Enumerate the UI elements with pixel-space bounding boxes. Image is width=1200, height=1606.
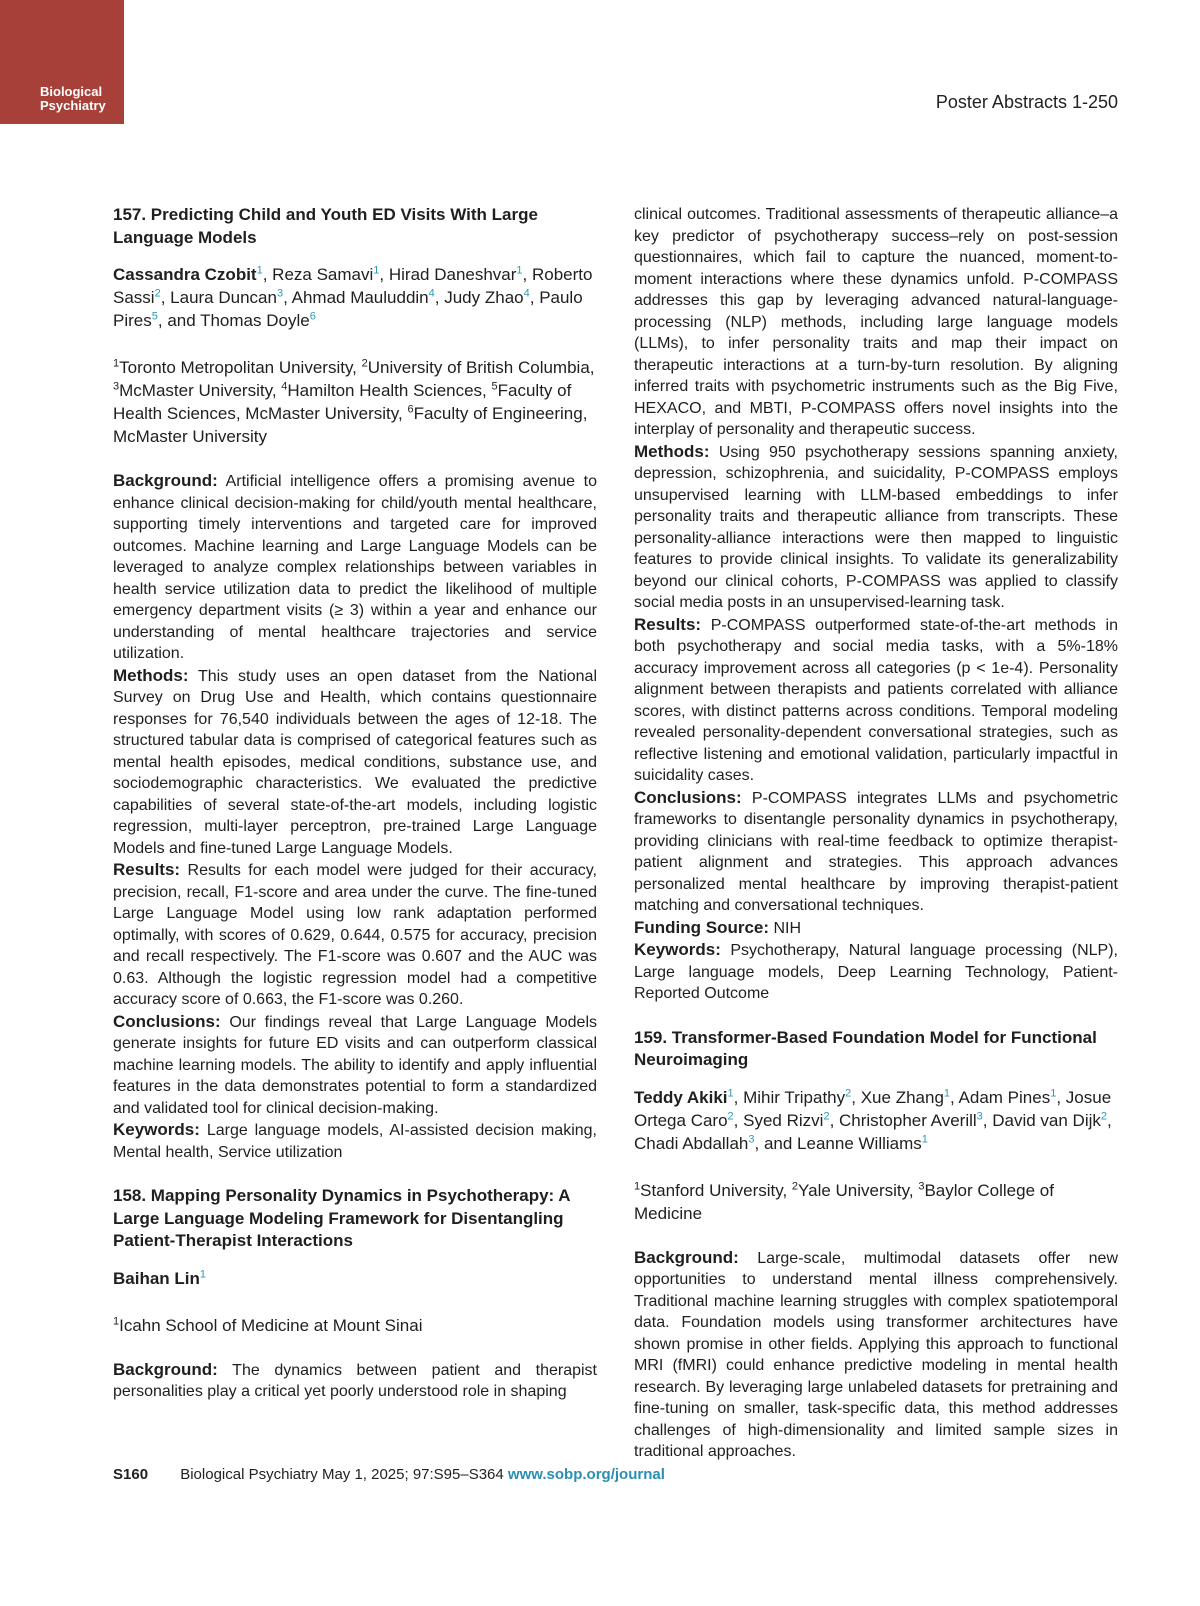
abstract-title: 158. Mapping Personality Dynamics in Psychotherapy: A Large Language Modeling Framework for Disentangling Patient-Therapist Interactions [113, 1186, 570, 1250]
abstract-section [634, 787, 1118, 917]
author-name: and Leanne Williams [763, 1133, 922, 1153]
journal-logo [0, 0, 124, 124]
author-list [113, 1267, 597, 1290]
affiliation-text: Baylor College of Medicine [634, 1180, 1054, 1223]
abstract-title: 157. Predicting Child and Youth ED Visits With Large Language Models [113, 205, 538, 247]
author-affiliation-mark[interactable]: 2 [823, 1109, 830, 1122]
abstract-section [113, 665, 597, 860]
abstract-continued [634, 204, 1118, 1005]
section-label: Funding Source: [634, 917, 770, 937]
right-column [634, 204, 1118, 1485]
journal-link[interactable]: www.sobp.org/journal [507, 1466, 665, 1483]
affiliation-mark: 3 [918, 1179, 925, 1192]
section-label: Background: [113, 471, 218, 490]
page-footer [113, 1466, 665, 1483]
affiliation-mark: 5 [491, 380, 498, 393]
author-name: Teddy Akiki [634, 1087, 728, 1107]
affiliation-text: Toronto Metropolitan University, [119, 358, 362, 377]
section-label: Results: [113, 860, 181, 879]
section-text-continued: clinical outcomes. Traditional assessments of therapeutic alliance–a key predictor of psychotherapy success–rely on post-session questionnaires, which fail to capture the nuanced, moment-to-moment interactions where these dynamics unfold. P-COMPASS addresses this gap by leveraging advanced natural-language-processing (NLP) methods, including large language models (LLMs), to infer personality traits and map their impact on therapeutic interactions at a turn-by-turn resolution. By aligning inferred traits with psychometric instruments such as the Big Five, HEXACO, and MBTI, P-COMPASS offers novel insights into the interplay of personality and therapeutic success. [634, 206, 1118, 438]
abstract [634, 1027, 1118, 1463]
author-name: Syed Rizvi [743, 1110, 824, 1130]
abstract-section-continued [634, 204, 1118, 441]
left-column [113, 204, 597, 1425]
section-label: Methods: [634, 441, 710, 461]
affiliation-text: Stanford University, [640, 1180, 792, 1200]
abstract-section [634, 614, 1118, 787]
affiliation-text: Faculty of Health Sciences, McMaster University, [113, 381, 572, 423]
affiliation-mark: 1 [113, 357, 120, 370]
affiliation-text: Icahn School of Medicine at Mount Sinai [119, 1315, 423, 1335]
section-text: This study uses an open dataset from the National Survey on Drug Use and Health, which contains questionnaire responses for 76,540 individuals between the ages of 12-18. The structured tabular data is comprised of categorical features such as mental health episodes, medical conditions, substance use, and sociodemographic characteristics. We evaluated the predictive capabilities of several state-of-the-art models, including logistic regression, multi-layer perceptron, pre-trained Large Language Models and fine-tuned Large Language Models. [113, 667, 597, 857]
journal-citation: Biological Psychiatry May 1, 2025; 97:S95–S364 [180, 1466, 508, 1483]
author-name: Ahmad Mauluddin [291, 288, 429, 307]
author-name: Christopher Averill [839, 1110, 977, 1130]
author-name: Judy Zhao [444, 288, 524, 307]
author-affiliation-mark[interactable]: 3 [276, 287, 284, 300]
affiliation-text: Yale University, [798, 1180, 919, 1200]
affiliation-mark: 3 [113, 380, 120, 393]
author-affiliation-mark[interactable]: 1 [516, 264, 523, 277]
author-list: Cassandra Czobit$^1$, Reza Samavi$^1$, Hirad Daneshvar$^1$, Roberto Sassi$^2$, Laura Duncan$^3$, Ahmad Mauluddin$^4$, Judy Zhao$^4$, Paulo Pires$^5$, and Thomas Doyle$^6$ [113, 264, 593, 330]
section-label: Results: [634, 614, 702, 634]
affiliation-mark: 2 [791, 1179, 799, 1192]
abstract [113, 1185, 597, 1403]
affiliation-text: University of British Columbia, [367, 358, 595, 377]
page-number: S160 [113, 1466, 149, 1483]
author-affiliation-mark[interactable]: 3 [976, 1109, 983, 1122]
affiliation-text: Hamilton Health Sciences, [287, 381, 492, 400]
abstract-section [634, 1247, 1118, 1463]
author-affiliation-mark[interactable]: 4 [523, 287, 530, 300]
section-label: Methods: [113, 665, 189, 685]
section-text: P-COMPASS integrates LLMs and psychometric frameworks to disentangle personality dynamics in psychotherapy, providing clinicians with real-time feedback to optimize therapist-patient alignment and strategies. This approach advances personalized mental healthcare by improving therapist-patient matching and conversational techniques. [634, 789, 1118, 914]
abstract [113, 204, 597, 1163]
author-affiliation-mark[interactable]: 1 [199, 1267, 207, 1280]
section-label: Keywords: [113, 1120, 200, 1139]
author-name: Roberto Sassi [113, 265, 593, 307]
author-name: Hirad Daneshvar [388, 265, 517, 284]
abstract-section [113, 1119, 597, 1163]
section-text: Psychotherapy, Natural language processing (NLP), Large language models, Deep Learning Technology, Patient-Reported Outcome [634, 942, 1118, 1002]
author-affiliation-mark[interactable]: 2 [845, 1086, 852, 1099]
abstract-section [634, 441, 1118, 614]
abstract-section [634, 917, 1118, 940]
affiliation-text: Faculty of Engineering, McMaster University [113, 404, 588, 446]
abstract-section [113, 1011, 597, 1120]
section-label: Keywords: [634, 940, 721, 959]
section-text: NIH [773, 919, 802, 937]
author-affiliation-mark[interactable]: 3 [748, 1132, 755, 1145]
section-text: P-COMPASS outperformed state-of-the-art methods in both psychotherapy and social media tasks, with a 5%-18% accuracy improvement across all categories (p < 1e-4). Personality alignment between therapists and patients correlated with alliance scores, with distinct patterns across conditions. Temporal modeling revealed personality-dependent conversational strategies, such as reflective listening and emotional validation, particularly impactful in suicidality cases. [634, 616, 1118, 784]
affiliation-list [113, 1314, 597, 1337]
author-affiliation-mark[interactable]: 4 [428, 287, 435, 300]
author-affiliation-mark[interactable]: 2 [727, 1109, 734, 1122]
logo-line-1: Biological [40, 84, 103, 99]
author-name: Xue Zhang [860, 1087, 944, 1107]
abstract-section [113, 1359, 597, 1403]
affiliation-mark: 1 [113, 1314, 120, 1327]
abstract-section [113, 859, 597, 1011]
author-name: Baihan Lin [113, 1268, 200, 1288]
section-text: The dynamics between patient and therapist personalities play a critical yet poorly understood role in shaping [113, 1361, 597, 1400]
affiliation-list [113, 356, 597, 448]
abstract-title: 159. Transformer-Based Foundation Model for Functional Neuroimaging [634, 1027, 1097, 1069]
author-affiliation-mark[interactable]: 1 [727, 1086, 734, 1099]
abstract-section [634, 939, 1118, 1005]
affiliation-mark: 1 [634, 1179, 641, 1192]
author-affiliation-mark[interactable]: 1 [943, 1086, 951, 1099]
author-name: David van Dijk [992, 1110, 1101, 1130]
affiliation-mark: 6 [407, 403, 414, 416]
author-affiliation-mark[interactable]: 5 [151, 310, 158, 323]
author-name: Laura Duncan [170, 288, 277, 307]
author-affiliation-mark[interactable]: 1 [373, 264, 380, 277]
section-header: Poster Abstracts 1-250 [935, 92, 1118, 112]
section-label: Background: [634, 1247, 739, 1267]
author-name: Josue Ortega Caro [634, 1087, 1112, 1130]
author-name: Reza Samavi [272, 265, 374, 284]
author-name: Mihir Tripathy [743, 1087, 846, 1107]
section-label: Conclusions: [113, 1011, 221, 1031]
section-text: Large-scale, multimodal datasets offer new opportunities to understand mental illness comprehensively. Traditional machine learning struggles with complex spatiotemporal data. Foundation models using transformer architectures have shown promise in other fields. Applying this approach to functional MRI (fMRI) could enhance predictive modeling in mental health research. By leveraging large unlabeled datasets for pretraining and fine-tuning on smaller, task-specific data, this method addresses challenges of high-dimensionality and limited sample sizes in traditional approaches. [634, 1249, 1118, 1460]
affiliation-list [634, 1179, 1118, 1225]
author-affiliation-mark[interactable]: 1 [921, 1132, 928, 1145]
affiliation-mark: 2 [361, 357, 368, 370]
section-text: Artificial intelligence offers a promising avenue to enhance clinical decision-making for child/youth mental healthcare, supporting timely interventions and targeted care for improved outcomes. Machine learning and Large Language Models can be leveraged to analyze complex relationships between variables in health service utilization data to predict the likelihood of multiple emergency department visits (≥ 3) within a year and enhance our understanding of mental healthcare trajectories and service utilization. [113, 473, 598, 662]
section-text: Results for each model were judged for their accuracy, precision, recall, F1-score and area under the curve. The fine-tuned Large Language Model using low rank adaptation performed optimally, with scores of 0.629, 0.644, 0.575 for accuracy, precision and recall respectively. The F1-score was 0.607 and the AUC was 0.63. Although the logistic regression model had a competitive accuracy score of 0.663, the F1-score was 0.260. [113, 862, 597, 1008]
abstract-section [113, 470, 597, 665]
section-text: Large language models, AI-assisted decision making, Mental health, Service utilization [113, 1122, 597, 1161]
author-name: Cassandra Czobit [113, 265, 257, 284]
author-affiliation-mark[interactable]: 2 [1100, 1109, 1108, 1122]
author-list: Teddy Akiki$^1$, Mihir Tripathy$^2$, Xue Zhang$^1$, Adam Pines$^1$, Josue Ortega Caro$^2$, Syed Rizvi$^2$, Christopher Averill$^3$, David van Dijk$^2$, Chadi Abdallah$^3$, and Leanne Williams$^1$ [634, 1086, 1112, 1153]
logo-line-2: Psychiatry [40, 98, 106, 113]
author-name: Chadi Abdallah [634, 1133, 749, 1153]
section-label: Conclusions: [634, 787, 742, 807]
author-name: Adam Pines [958, 1087, 1051, 1107]
author-affiliation-mark[interactable]: 6 [309, 310, 316, 323]
author-name: and Thomas Doyle [167, 311, 310, 330]
author-affiliation-mark[interactable]: 2 [154, 287, 161, 300]
author-affiliation-mark[interactable]: 1 [256, 264, 263, 277]
affiliation-mark: 4 [281, 380, 288, 393]
author-affiliation-mark[interactable]: 1 [1050, 1086, 1057, 1099]
section-label: Background: [113, 1359, 218, 1379]
section-text: Our findings reveal that Large Language Models generate insights for future ED visits and can outperform classical machine learning models. The ability to identify and apply influential features in the data demonstrates potential to form a standardized and validated tool for clinical decision-making. [113, 1013, 597, 1117]
affiliation-text: McMaster University, [119, 381, 282, 400]
author-name: Paulo Pires [113, 288, 583, 330]
section-text: Using 950 psychotherapy sessions spanning anxiety, depression, schizophrenia, and suicidality, P-COMPASS employs unsupervised learning with LLM-based embeddings to infer personality traits and therapeutic alliance from transcripts. These personality-alliance interactions were then mapped to linguistic features to provide clinical insights. To validate its generalizability beyond our clinical cohorts, P-COMPASS was applied to classify social media posts in an unsupervised-learning task. [634, 443, 1118, 611]
